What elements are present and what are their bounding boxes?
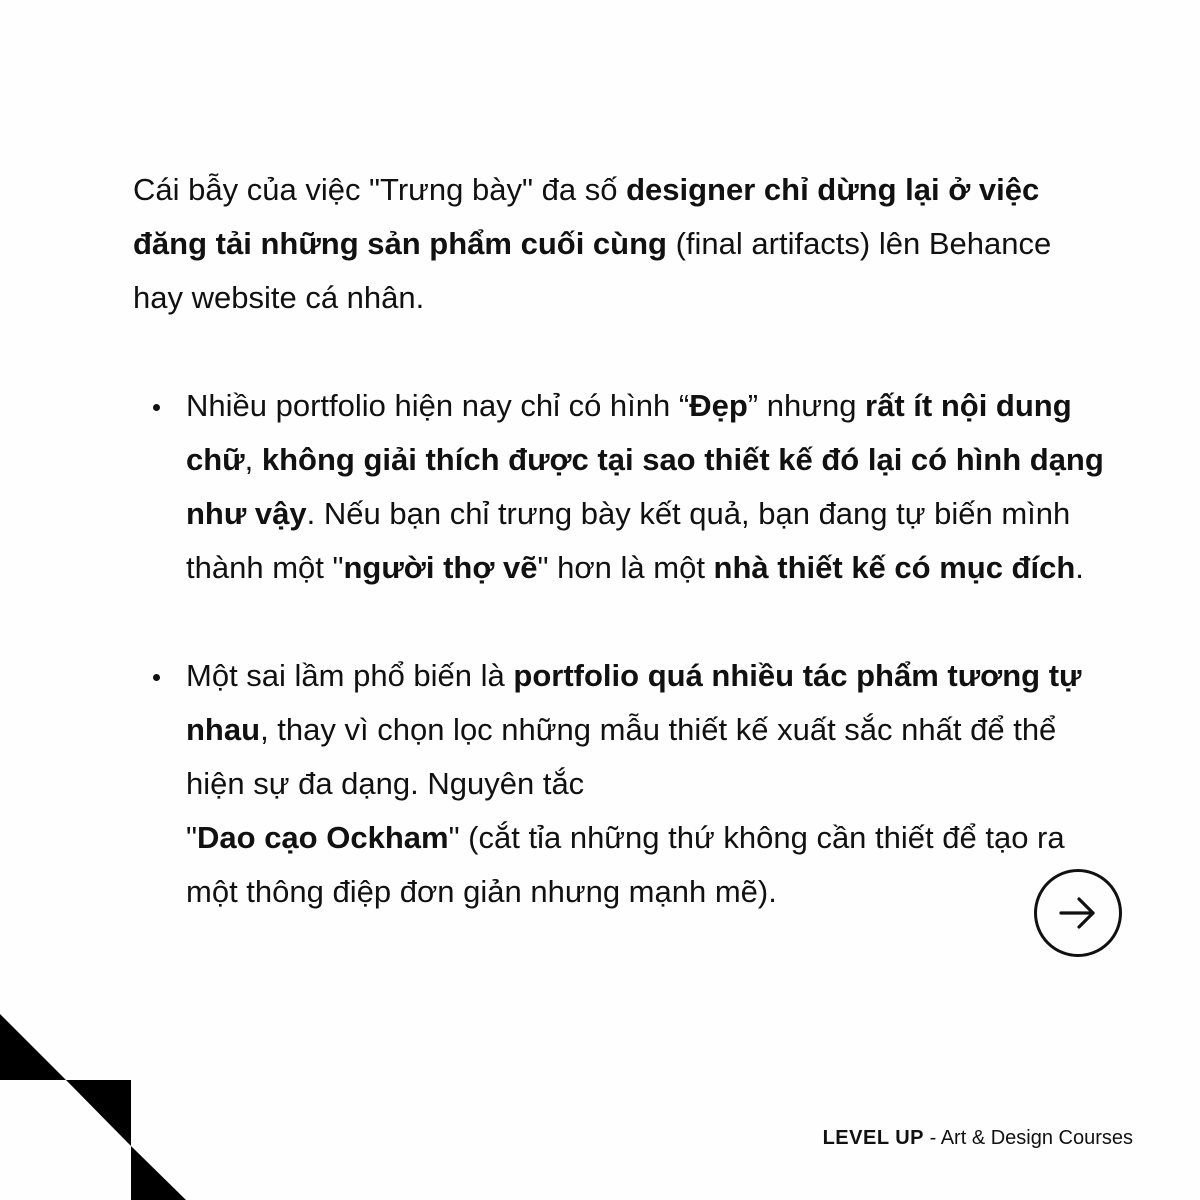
bullet-item-pretty-images bbox=[186, 379, 1116, 595]
next-slide-button[interactable] bbox=[1034, 869, 1122, 957]
bullet-text: , thay vì chọn lọc những mẫu thiết kế xuất sắc nhất để thể hiện sự đa dạng. Nguyên tắc bbox=[186, 712, 1057, 801]
bullet-dot bbox=[153, 674, 160, 681]
bullet-emphasis: rất ít nội dung chữ bbox=[186, 388, 1072, 477]
bullet-text: . bbox=[1075, 550, 1084, 585]
bullet-item-similar-works bbox=[186, 649, 1116, 919]
bullet-emphasis: nhà thiết kế có mục đích bbox=[713, 550, 1076, 585]
intro-emphasis: designer chỉ dừng lại ở việc đăng tải những sản phẩm cuối cùng bbox=[133, 172, 1040, 261]
arrow-right-icon bbox=[1055, 890, 1101, 936]
bullet-text: Nhiều portfolio hiện nay chỉ có hình “ bbox=[186, 388, 690, 423]
intro-paragraph bbox=[133, 163, 1093, 325]
intro-text-end: (final artifacts) lên Behance hay website cá nhân. bbox=[133, 226, 1052, 315]
brand-name: LEVEL UP bbox=[822, 1127, 925, 1149]
bullet-text: " hơn là một bbox=[537, 550, 714, 585]
bullet-text: " bbox=[186, 820, 198, 855]
bullet-text: , bbox=[244, 442, 262, 477]
intro-text: Cái bẫy của việc "Trưng bày" đa số bbox=[133, 172, 627, 207]
brand-tagline: - Art & Design Courses bbox=[924, 1127, 1133, 1149]
bullet-text: " (cắt tỉa những thứ không cần thiết để tạo ra một thông điệp đơn giản nhưng mạnh mẽ). bbox=[186, 820, 1065, 909]
corner-triangles-decoration bbox=[0, 1000, 200, 1200]
corner-triangle-3 bbox=[131, 1146, 186, 1200]
bullet-emphasis: người thợ vẽ bbox=[343, 550, 538, 585]
bullet-emphasis: không giải thích được tại sao thiết kế đó lại có hình dạng như vậy bbox=[186, 442, 1104, 531]
bullet-emphasis: Dao cạo Ockham bbox=[197, 820, 449, 855]
bullet-emphasis: portfolio quá nhiều tác phẩm tương tự nhau bbox=[186, 658, 1082, 747]
bullet-text: Một sai lầm phổ biến là bbox=[186, 658, 514, 693]
bullet-text: ” nhưng bbox=[747, 388, 866, 423]
bullet-text: . Nếu bạn chỉ trưng bày kết quả, bạn đang tự biến mình thành một " bbox=[186, 496, 1071, 585]
corner-triangle-2 bbox=[66, 1080, 131, 1146]
bullet-emphasis: Đẹp bbox=[689, 388, 748, 423]
bullet-list bbox=[186, 379, 1116, 973]
corner-triangle-1 bbox=[0, 1014, 66, 1080]
footer-credit bbox=[823, 1124, 1133, 1152]
bullet-dot bbox=[153, 404, 160, 411]
